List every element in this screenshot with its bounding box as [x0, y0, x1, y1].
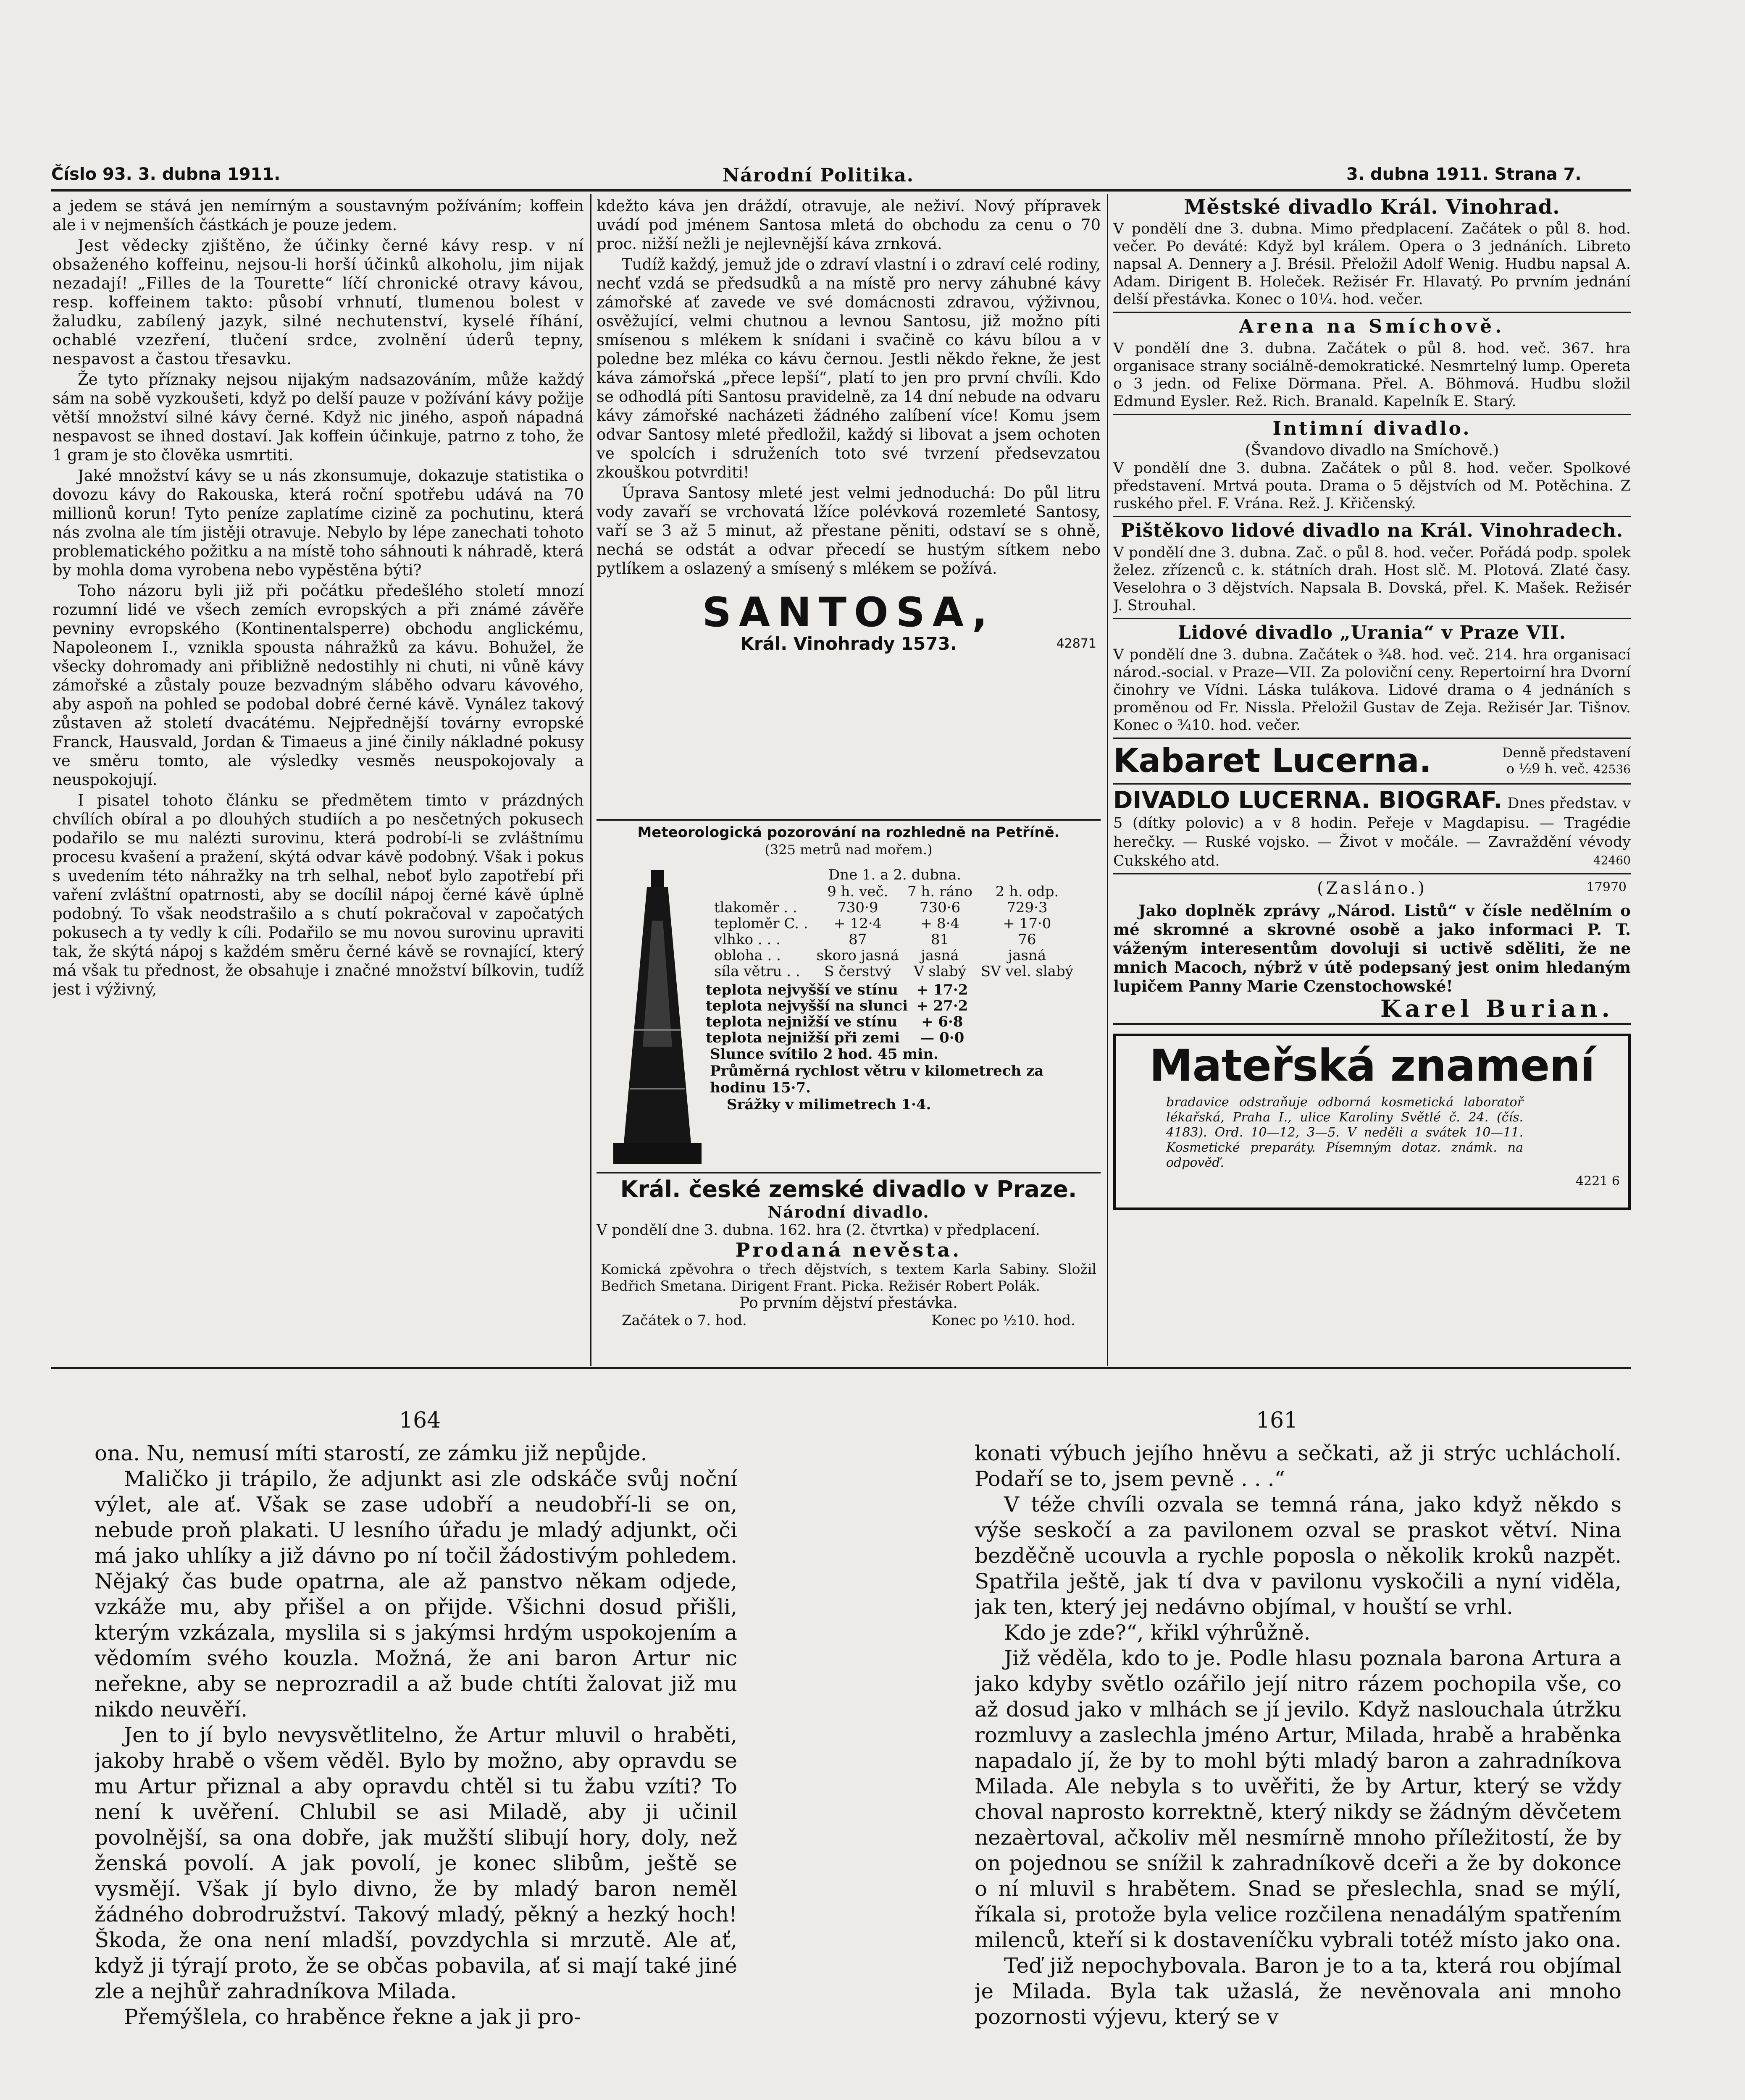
extreme-value: — 0·0: [920, 1029, 964, 1046]
weather-cell: + 8·4: [920, 915, 960, 932]
weather-row-label: obloha . .: [714, 947, 781, 964]
end-time: Konec po ½10. hod.: [931, 1312, 1075, 1329]
lucerna-ad: [1113, 742, 1631, 780]
article-paragraph: Toho názoru byli již při počátku předešlého století mnozí rozumní lidé ve všech zemích evropských a při známé závěře pevniny evropského (Kontinentalsperre) obchodu anglickému, Napoleonem I., vznikla spousta náhražků za kávu. Bohužel, že všecky dohromady ani přibližně nedostihly ni chuti, ni vůně kávy zámořské a zůstaly pouze bezvadným sláběho odvaru kávového, aby aspoň na pohled se podobal dobré černé kávě. Vynález takový zůstaven až století dvacátému. Nejpřednější továrny evropské Franck, Hausvald, Jordan & Timaeus a jiné činily nákladné pokusy ve směru tomto, ale výsledky vesměs neuspokojovaly a neuspokojují.: [53, 582, 584, 789]
zaslano-text: Jako doplněk zprávy „Národ. Listů“ v čísle nedělním o mé skromné a skrovné osobě a jako informaci P. T. váženým interesentům dovoluji si uctivě sděliti, že ne mnich Macoch, nýbrž v útě podepsaný jest onim hledaným lupičem Panny Marie Czenstochowské!: [1113, 901, 1631, 995]
book-right-page: [975, 1441, 1621, 2100]
divider: [1113, 783, 1631, 785]
article-paragraph: Jaké množství kávy se u nás zkonsumuje, dokazuje statistika o dovozu kávy do Rakouska, která roční spotřebu udává na 70 millionů korun! Tyto peníze zaplatíme cizině za pochutinu, která nás zvolna ale tím jistěji otravuje. Nebylo by lépe zanechati tohoto problematického požitku a na místě toho sáhnouti k náhradě, která by mohla doma vyrobena nebo vypěstěna býti?: [53, 467, 584, 579]
weather-report: [597, 824, 1101, 1168]
extreme-label: teplota nejvyšší ve stínu: [706, 982, 898, 998]
book-paragraph: Teď již nepochybovala. Baron je to a ta, která rou objímal je Milada. Byla tak užaslá, že nevěnovala ani mnoho pozornosti výjevu, který se v: [975, 1953, 1621, 2029]
zaslano-title: (Zasláno.): [1317, 879, 1427, 898]
right-page-number: 161: [1256, 1408, 1298, 1433]
weather-cell: skoro jasná: [816, 947, 899, 964]
weather-col-header: 2 h. odp.: [995, 883, 1059, 900]
weather-col-header: 7 h. ráno: [907, 883, 972, 900]
weather-cell: jasná: [921, 947, 959, 964]
coffee-article: [53, 197, 584, 1364]
article-paragraph: Že tyto příznaky nejsou nijakým nadsazováním, může každý sám na sobě vyzkoušeti, když po delší pauze v požívání kávy požije větší množství silné kávy černé. Když nic jiného, aspoň nápadná nespavost se ihned dostaví. Jak koffein účinkuje, patrno z toho, že 1 gram je sto člověka usmrtiti.: [53, 370, 584, 464]
materska-text: bradavice odstraňuje odborná kosmetická laboratoř lékařská, Praha I., ulice Karoliny Světlé č. 24. (čís. 4183). Ord. 10—12, 3—5. V neděli a svátek 10—11. Kosmetické preparáty. Písemným dotaz. známk. na odpověď.: [1166, 1095, 1523, 1170]
book-left-page: [95, 1441, 737, 2100]
ad-code: 42460: [1593, 853, 1631, 867]
listing-text: V pondělí dne 3. dubna. Zač. o půl 8. hod. večer. Pořádá podp. spolek želez. zřízenců c. k. státních drah. Host slč. M. Plotová. Zlaté časy. Veselohra o 3 dějstvích. Napsala B. Dovská, přel. K. Mašek. Režisér J. Strouhal.: [1113, 544, 1631, 614]
biograf-ad: [1113, 788, 1631, 870]
divider: [1113, 1023, 1631, 1025]
santosa-address: Král. Vinohrady 1573.: [740, 633, 957, 654]
lucerna-name: Kabaret Lucerna.: [1113, 742, 1432, 780]
weather-cell: + 17·0: [1003, 915, 1051, 932]
listing-subtitle: (Švandovo divadlo na Smíchově.): [1245, 442, 1499, 459]
santosa-paragraph: Úprava Santosy mleté jest velmi jednoduchá: Do půl litru vody zavaří se vrchovatá lžíce polévková rozemleté Santosy, vaří se 3 až 5 minut, až přestane pěniti, odstaví se s ohně, nechá se odstát a odvar přecedí se hustým sítkem nebo pytlíkem a oslazený a smísený s mlékem se požívá.: [597, 484, 1101, 578]
lucerna-note: Denně představení o ½9 h. več.: [1502, 745, 1631, 777]
theatre-title: Král. české zemské divadlo v Praze.: [620, 1176, 1077, 1202]
weather-title: Meteorologická pozorování na rozhledně na Petříně.: [637, 824, 1060, 841]
extreme-label: teplota nejvyšší na slunci: [706, 998, 908, 1014]
play-description: Komická zpěvohra o třech dějstvích, s textem Karla Sabiny. Složil Bedřich Smetana. Dirigent Frant. Picka. Režisér Robert Polák.: [601, 1261, 1096, 1294]
listing-text: V pondělí dne 3. dubna. Mimo předplacení. Začátek o půl 8. hod. večer. Po deváté: Když byl králem. Opera o 3 jednáních. Libreto napsal A. Dennery a J. Brésil. Přeložil Adolf Wenig. Hudbu napsal A. Adam. Dirigent B. Holeček. Režisér Fr. Hlavatý. Po prvním jednání delší přestávka. Konec o 10¼. hod. večer.: [1113, 220, 1631, 308]
play-title: Prodaná nevěsta.: [735, 1239, 962, 1261]
listing-title: Arena na Smíchově.: [1239, 316, 1505, 337]
extreme-value: + 6·8: [921, 1013, 963, 1030]
listings-column: [1113, 197, 1631, 1364]
divider: [1113, 414, 1631, 415]
ad-code: 4221 6: [1576, 1174, 1620, 1189]
listing-title: Lidové divadlo „Urania“ v Praze VII.: [1177, 622, 1566, 643]
intermission-note: Po prvním dějství přestávka.: [739, 1294, 958, 1312]
weather-col-header: 9 h. več.: [827, 883, 888, 900]
weather-cell: V slabý: [913, 963, 966, 980]
weather-row-label: síla větru . .: [714, 963, 800, 980]
divider: [1113, 618, 1631, 619]
national-theatre: [597, 1176, 1101, 1365]
weather-date: Dne 1. a 2. dubna.: [828, 866, 962, 883]
extreme-label: teplota nejnižší ve stínu: [706, 1013, 898, 1030]
issue-number: Číslo 93. 3. dubna 1911.: [51, 165, 281, 184]
divider: [1113, 312, 1631, 313]
start-time: Začátek o 7. hod.: [622, 1312, 747, 1329]
weather-cell: 729·3: [1007, 899, 1048, 916]
weather-cell: S čerstvý: [824, 963, 891, 980]
weather-cell: 87: [849, 931, 867, 948]
weather-cell: + 12·4: [833, 915, 882, 932]
column-divider: [590, 194, 591, 1366]
extreme-value: + 17·2: [916, 982, 968, 998]
listing-text: V pondělí dne 3. dubna. Začátek o půl 8. hod. večer. Spolkové představení. Mrtvá pouta. Drama o 5 dějstvích od M. Potěchina. Z ruského přel. F. Vrána. Rež. J. Křičenský.: [1113, 460, 1631, 512]
ad-code: 42871: [1056, 636, 1096, 651]
article-paragraph: I pisatel tohoto článku se předmětem timto v prázdných chvílích obíral a po dlouhých studiích a po nesčetných pokusech podařilo se mu nalézti surovinu, která podrobí-li se zvláštnímu procesu kvašení a pražení, skýtá odvar kávě podobný. Však i pokus s uvedením této náhražky na trh selhal, neboť bylo zapotřebí při vaření zvláštní opatrnosti, aby se docílil nápoj černé kávě úplně podobný. To však neodstrašilo a s chutí pokračoval v započatých pokusech a ty vedly k cíli. Podařilo se mu novou surovinu upraviti tak, že skýtá nápoj s každém směru černé kávě se rovnající, který má však tu přednost, že obsahuje i značné množství bílkovin, tudíž jest i výživný,: [53, 791, 584, 998]
newspaper-bottom-rule: [51, 1367, 1631, 1369]
weather-cell: SV vel. slabý: [980, 963, 1073, 980]
book-paragraph: Již věděla, kdo to je. Podle hlasu poznala barona Artura a jako kdyby světlo ozářilo její nitro rázem pochopila vše, co až dosud jako v mlhách se jí jevilo. Když naslouchala útržku rozmluvy a zaslechla jméno Artur, Milada, hrabě a hraběnka napadalo jí, že by to mohl býti mladý baron a zahradníkova Milada. Ale nebyla s to uvěřiti, že by Artur, který se vždy choval naprosto korrektně, který nikdy se žádným děvčetem nezaèrtoval, ačkoliv měl nesmírně mnoho příležitostí, že by on pojednou se snížil k zahradníkově dceři a že by dokonce o ní mluvil s hrabětem. Snad se přeslechla, snad se mýlí, říkala si, protože byla velice rozčilena nenadálým spatřením milenců, kteří si k dostaveníčku vybrali totéž místo jako ona.: [975, 1646, 1621, 1952]
book-paragraph: konati výbuch jejího hněvu a sečkati, až ji strýc uchlácholí. Podaří se to, jsem pevně . . .“: [975, 1441, 1621, 1491]
header-rule: [51, 189, 1631, 192]
listing-title: Intimní divadlo.: [1272, 418, 1472, 439]
article-paragraph: a jedem se stává jen nemírným a soustavným požíváním; koffein ale i v nejmenších částkách je pouze jedem.: [53, 197, 584, 234]
book-paragraph: Jen to jí bylo nevysvětlitelno, že Artur mluvil o hraběti, jakoby hrabě o všem věděl. Bylo by možno, aby opravdu se mu Artur přiznal a aby opravdu chtěl si tu žabu vzíti? To není k uvěření. Chlubil se asi Miladě, aby ji učinil povolnější, sa ona dobře, jak mužští slibují hory, doly, než ženská povolí. A jak povolí, je konec slibům, ještě se vysmějí. Však jí bylo divno, že by mladý baron neměl žádného dobrodružství. Takový mladý, pěkný a hezký hoch! Škoda, že ona není mladší, povzdychla si mrzutě. Ale ať, když ji týrají proto, že se občas pobavila, ať si mají také jiné zle a nejhůř zahradníkova Milada.: [95, 1723, 737, 2003]
listing-title: Pištěkovo lidové divadlo na Král. Vinohradech.: [1120, 520, 1624, 541]
divider: [1113, 873, 1631, 874]
temperature-extremes: [702, 982, 972, 1046]
ad-code: 42536: [1593, 762, 1631, 776]
weather-table: [710, 884, 1077, 979]
weather-subtitle: (325 metrů nad mořem.): [765, 842, 933, 858]
extreme-label: teplota nejnižší při zemi: [706, 1029, 900, 1046]
book-paragraph: V téže chvíli ozvala se temná rána, jako když někdo s výše seskočí a za pavilonem ozval se praskot větví. Nina bezděčně ucouvla a rychle poposla o několik kroků nazpět. Spatřila ještě, jak tí dva v pavilonu vyskočili a nyní viděla, jak ten, který jej nedávno objímal, v houští se vrhl.: [975, 1492, 1621, 1619]
book-paragraph: Přemýšlela, co hraběnce řekne a jak ji pro-: [124, 2005, 581, 2029]
book-paragraph: ona. Nu, nemusí míti starostí, ze zámku již nepůjde.: [95, 1441, 647, 1465]
weather-cell: 730·6: [919, 899, 961, 916]
zaslano-signature: Karel Burian.: [1380, 995, 1614, 1023]
article-paragraph: Jest vědecky zjištěno, že účinky černé kávy resp. v ní obsaženého koffeinu, nejsou-li horší účinků alkoholu, jim nijak nezadají! „Filles de la Tourette“ líčí chronické otravy kávou, resp. koffeinem takto: působí vrhnutí, tlumenou bolest v žaludku, zabílený jazyk, silné nechutenství, kyselé říhání, ochablé vzezření, tlučení srdce, zvolnění úderů tepny, nespavost a častou třesavku.: [53, 236, 584, 368]
santosa-paragraph: kdežto káva jen dráždí, otravuje, ale neživí. Nový přípravek uvádí pod jménem Santosa mletá do obchodu za cenu o 70 proc. nižší nežli je nejlevnější káva zrnková.: [597, 197, 1101, 253]
divider: [597, 819, 1101, 821]
listing-text: V pondělí dne 3. dubna. Začátek o ¾8. hod. več. 214. hra organisací národ.-social. v Praze—VII. Za poloviční ceny. Repertoirní hra Dvorní činohry ve Vídni. Láska tulákova. Lidové drama o 4 jednáních s proměnou od Fr. Nissla. Přeložil Gustav de Zeja. Režisér Jar. Tišnov. Konec o ¾10. hod. večer.: [1113, 646, 1631, 734]
biograf-text: Dnes představ. v 5 (dítky polovic) a v 8 hodin. Peřeje v Magdapisu. — Tragédie herečky. — Ruské vojsko. — Život v močále. — Zavraždění vévody Cukského atd.: [1113, 795, 1631, 869]
biograf-name: DIVADLO LUCERNA. BIOGRAF.: [1113, 787, 1503, 814]
newspaper-title: Národní Politika.: [723, 165, 915, 186]
wind-speed: Průměrná rychlost větru v kilometrech za hodinu 15·7.: [710, 1063, 1044, 1096]
divider: [597, 1172, 1101, 1173]
santosa-article: [597, 197, 1101, 797]
weather-cell: 81: [930, 931, 949, 948]
weather-row-label: tlakoměr . .: [714, 899, 797, 916]
rainfall: Srážky v milimetrech 1·4.: [727, 1096, 931, 1113]
listing-text: V pondělí dne 3. dubna. Začátek o půl 8. hod. več. 367. hra organisace strany sociálně-demokratické. Nesmrtelný lump. Opereta o 3 jedn. od Felixe Dörmana. Přel. A. Böhmová. Hudbu složil Edmund Eysler. Rež. Rich. Branald. Kapelník E. Starý.: [1113, 340, 1631, 410]
materska-title: Mateřská znamení: [1149, 1040, 1595, 1091]
listing-title: Městské divadlo Král. Vinohrad.: [1184, 197, 1560, 219]
santosa-brand: SANTOSA,: [702, 589, 995, 636]
santosa-paragraph: Tudíž každý, jemuž jde o zdraví vlastní i o zdraví celé rodiny, nechť vzdá se předsudků a na místě pro nervy záhubné kávy zámořské ať zavede ve své domácnosti zdravou, výživnou, osvěžující, velmi chutnou a levnou Santosu, již možno píti smísenou s mlékem k snídani i svačině co kávu bílou a v poledne bez mléka co kávu černou. Jestli někdo řekne, že jest káva zámořská „přece lepší“, platí to jen pro první chvíli. Kdo se odhodlá píti Santosu pravidelně, za 14 dní nebude na odvaru kávy zámořské nacházeti žádného zalíbení více! Komu jsem odvar Santosy mleté předložil, každý si libovat a jsem ochoten ve spolcích i sdruženích toto své tvrzení předsevzatou zkouškou potvrditi!: [597, 255, 1101, 481]
book-paragraph: Maličko ji trápilo, že adjunkt asi zle odskáče svůj noční výlet, ale ať. Však se zase udobří a neudobří-li se on, nebude proň plakati. U lesního úřadu je mladý adjunkt, oči má jako uhlíky a již dávno po ní točil žádostivým pohledem. Nějaký čas bude opatrna, ale až panstvo někam odjede, vzkáže mu, aby přišel a on přijde. Všichni dosud přišli, kterým vzkázala, myslila si s jakýmsi hrdým uspokojením a vědomím svého kouzla. Možná, že ani baron Artur nic neřekne, aby se neprozradil a až bude chtíti žalovat již mu nikdo neuvěří.: [95, 1467, 737, 1722]
extreme-value: + 27·2: [916, 998, 968, 1014]
column-divider: [1107, 194, 1108, 1366]
sunshine: Slunce svítilo 2 hod. 45 min.: [710, 1046, 938, 1063]
weather-cell: jasná: [1008, 947, 1046, 964]
materska-ad: [1113, 1034, 1631, 1210]
header-date-page: 3. dubna 1911. Strana 7.: [1346, 165, 1582, 184]
weather-cell: 730·9: [837, 899, 878, 916]
ad-code: 17970: [1586, 880, 1627, 895]
weather-cell: 76: [1018, 931, 1036, 948]
book-paragraph: Kdo je zde?“, křikl výhrůžně.: [1004, 1620, 1311, 1645]
weather-row-label: vlhko . . .: [714, 931, 781, 948]
theatre-line: V pondělí dne 3. dubna. 162. hra (2. čtvrtka) v předplacení.: [597, 1222, 1040, 1239]
left-page-number: 164: [399, 1408, 441, 1433]
divider: [1113, 738, 1631, 739]
weather-row-label: teploměr C. .: [714, 915, 808, 932]
theatre-subtitle: Národní divadlo.: [767, 1202, 930, 1221]
divider: [1113, 516, 1631, 517]
